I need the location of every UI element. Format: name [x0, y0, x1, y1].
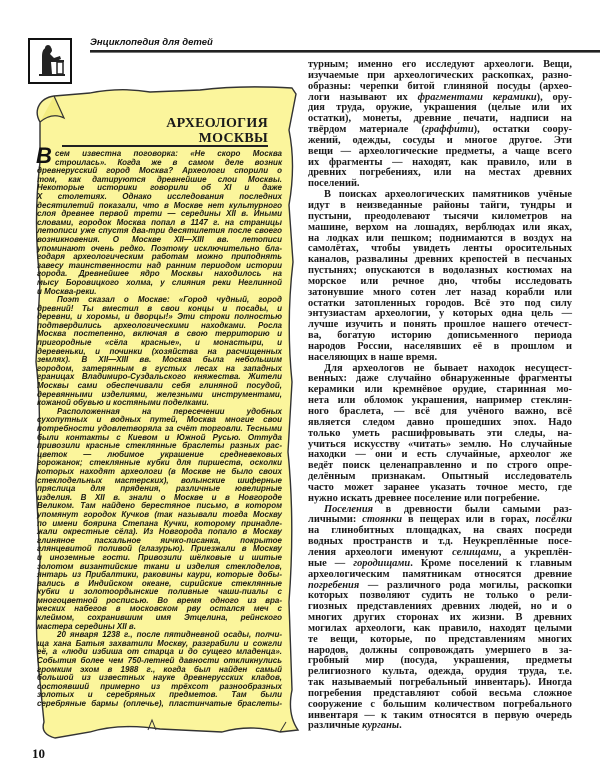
text-segment: пустыни, преодолевают тысячи километров на [308, 210, 572, 222]
text-segment: деревянными изделиями, железными инструментами, [37, 389, 282, 399]
text-segment: изделия. В XII в. знали о Москве и в Новгороде [37, 492, 282, 502]
text-segment: инвентаря — к таким относятся в первую очередь [308, 709, 572, 721]
italic-term: погребения [308, 579, 360, 591]
text-segment: турным; именно его исследуют археологи. Вещи, [308, 59, 572, 70]
italic-term: посёлки [535, 514, 572, 526]
text-segment: X столетиях. Однако исследования последних [37, 191, 282, 201]
text-segment: Для археологов не бывает находок несущест- [324, 362, 572, 374]
sidebar-text [37, 150, 282, 709]
text-segment: мастера середины XII в. [37, 621, 136, 631]
text-segment: образны: черепки битой глиняной посуды (архео- [308, 80, 572, 92]
text-segment: города. Древнейшее ядро Москвы находилось на [37, 269, 282, 279]
text-segment: лучше изучить и понять прошлое нашего отечест- [308, 319, 572, 331]
text-segment: является следом давно прошедших эпох. Надо [308, 416, 572, 428]
text-segment: населяющих в наше время. [308, 351, 438, 363]
text-segment: и иноземные гости. Привозили шёлковые и шитые [37, 552, 282, 562]
text-segment: на глинобитных площадках, на сваях посреди [308, 525, 572, 537]
text-segment: 20 января 1238 г., после пятидневной осады, полчи- [57, 630, 282, 640]
text-segment: деревни, и хоромы, и дворцы!» Эти строки полностью [37, 312, 282, 322]
text-segment: энтузиастам археологии, у которых одна цель — [308, 308, 572, 320]
text-segment: упоминают очень редко. Поэтому исключительно бла- [37, 243, 282, 253]
page-number: 10 [32, 746, 45, 761]
text-segment: народов, должны сопровождать умершего в за- [308, 644, 572, 656]
text-segment: на лодках или пешком; поднимаются в воздух на [308, 232, 572, 244]
text-segment: ления археологи именуют [308, 546, 453, 558]
text-segment: погребения представляют собой весьма сложное [308, 687, 572, 699]
text-segment: пригородные «сёла красные», и монастыри, и [37, 338, 282, 348]
text-segment: могилах археологи, как правило, находят целыми [308, 622, 572, 634]
text-segment: только уметь расшифровывать эти следы, на- [308, 427, 572, 439]
text-segment: мысу Боровицкого холма, у слияния реки Неглинной [37, 277, 282, 287]
text-segment: клеймом, сохранившим имя Этцелина, рейнского [37, 613, 282, 623]
text-segment: возникновения. О Москве XII—XIII вв. летописи [37, 234, 282, 244]
text-segment: нета или обломок украшения, например стеклян- [308, 395, 572, 407]
text-segment: летописи уже спустя два-три десятилетия после своего [37, 226, 282, 236]
text-segment: логи называют их [308, 91, 418, 103]
text-segment: находки — они и есть случайные, археолог же [308, 449, 572, 461]
text-segment: События более чем 750-летней давности откликнулись [37, 656, 282, 666]
text-segment: часто может заранее указать точное место, где [308, 481, 572, 493]
text-segment: жеских набегов в московском рву остался меч с [37, 604, 282, 614]
main-article-text [308, 60, 572, 732]
text-segment: которых позволяют судить не только о рели- [308, 590, 572, 602]
text-segment: водных пространств и т.д. Неукреплённые посе- [308, 536, 572, 548]
text-line [308, 721, 572, 732]
text-line [37, 700, 282, 709]
text-segment: различные [308, 720, 363, 732]
italic-term: селищами [452, 546, 499, 558]
text-segment: археологическим памятникам относятся древние [308, 568, 572, 580]
text-segment: жений, одежды, сосуды и многое другое. Эти [308, 134, 572, 146]
text-segment: которых находят археологи (в Москве не было своих [37, 466, 282, 476]
text-segment: ные — [308, 557, 354, 569]
text-segment: Великом. Там найдено берестяное письмо, в котором [37, 501, 282, 511]
text-segment: остатки), монеты, древние печати, надписи на [308, 113, 572, 125]
text-segment: Москва постепенно, включая в свою территорию и [37, 329, 282, 339]
text-segment: В поисках археологических памятников учёные [324, 189, 572, 201]
text-segment: годаря археологическим работам можно приподнять [37, 252, 282, 262]
italic-term: фрагментами керамики [417, 91, 537, 103]
text-segment: сооружение с большим количеством погребального [308, 698, 572, 710]
italic-term: граффи́ти [424, 124, 474, 136]
text-segment: народов России, населявших её в прошлом и [308, 340, 572, 352]
text-segment: упомянут городок Кучков (так называли тогда Москву [37, 509, 282, 519]
text-segment: керамики или кремнёвое орудие, старинная мо- [308, 384, 572, 396]
text-segment: в пещерах или в горах, [402, 514, 536, 526]
text-segment: Некоторые историки говорили об XI и даже [37, 183, 282, 193]
text-segment: большой из известных науке древнерусских кладов, [37, 673, 282, 683]
text-segment: древнерусский город Москва? Археологи спорили о [37, 166, 282, 176]
drop-cap: В [36, 143, 52, 168]
text-segment: ного браслета, — всё для учёного важно, всё [308, 406, 572, 417]
text-segment: жали окрестные сёла). Из Новгорода попало в Москву [37, 527, 282, 537]
text-segment: горожанок; стеклянные кубки для пиршеств, осколки [37, 458, 282, 468]
text-segment: — различного рода могилы, раскопки [359, 579, 572, 591]
text-segment: Расположенная на пересечении удобных [57, 406, 282, 416]
text-segment: учиться искусству «читать» землю. Но случайные [308, 438, 572, 450]
text-segment: и Москва-реки. [37, 286, 97, 296]
text-segment: религиозного культа, одежда, орудия труда, т.е. [308, 666, 572, 678]
text-segment: цветок — любимое украшение средневековых [37, 449, 282, 459]
text-segment: том, как датируются древнейшие слои Москвы. [37, 174, 282, 184]
text-segment: морское или речное дно, чтобы исследовать [308, 275, 572, 287]
text-segment: глиняное пасхальное яичко-писанка, покрытое [37, 535, 282, 545]
text-segment: Москвы сами обеспечивали себя глиняной посудой, [37, 381, 282, 391]
text-segment: ), ору- [536, 91, 572, 103]
text-segment: изучаемые при археологических раскопках, разно- [308, 69, 572, 81]
text-segment: личными: [308, 514, 363, 526]
text-segment: поселений. [308, 178, 360, 190]
text-segment: глянцевитой поливой (глазурью). Приезжали в Москву [37, 544, 282, 554]
text-segment: гиозных представлениях древних людей, но и о [308, 601, 572, 613]
text-segment: делённым признакам. Опытный исследователь [308, 471, 572, 483]
text-segment: деревеньки, и починки (хозяйства на расчищенных [37, 346, 282, 356]
text-segment: остатки затопленных городов. Всё это под силу [308, 297, 572, 309]
text-segment: привозили красные стеклянные браслеты разных рас- [37, 441, 282, 451]
text-segment: строилась». Когда же в самом деле возник [55, 157, 282, 167]
text-segment: многих других сторонах их жизни. В древних [308, 612, 572, 624]
text-segment: вались в Индийском океане, сирийские стеклянные [37, 578, 282, 588]
text-segment: землях). В XII—XIII вв. Москва была небольшим [37, 355, 282, 365]
text-segment: машине, верхом на лошадях, верблюдах или яках, [308, 221, 572, 233]
text-segment: кубки и золотоордынские поливные чаши-пиалы с [37, 587, 282, 597]
text-segment: потребности удовлетворяла за счёт торговли. Тесными [37, 424, 282, 433]
text-segment: городом, затерянным в густых лесах на западных [37, 363, 282, 373]
text-segment: так называемый погребальный инвентарь). Иногда [308, 677, 572, 689]
series-title: Энциклопедия для детей [90, 37, 213, 48]
text-segment: дия труда, оружие, украшения (целые или их [308, 102, 572, 114]
text-segment: её, а «люди избиша от старца и до сущего младенца». [37, 647, 282, 657]
text-segment: громким эхом в 1988 г., когда был найден самый [37, 664, 282, 674]
sidebar-title-line1: АРХЕОЛОГИЯ [166, 116, 268, 131]
italic-term: городищами [353, 557, 411, 569]
text-segment: завесу таинственности над ранним периодом истории [37, 260, 282, 270]
text-segment: сухопутных и водных путей, Москва многие свои [37, 415, 282, 425]
text-segment: ведёт поиск целенаправленно и по строго опре- [308, 460, 572, 472]
text-segment: ща хана Батыя захватили Москву, разграбили и сожгли [37, 638, 282, 648]
text-segment: затонувшие много сотен лет назад корабли или [308, 286, 572, 298]
text-segment: древних погребениях, или на местах древних [308, 167, 572, 179]
text-segment: подтвердились археологическими находками. Росла [37, 320, 282, 330]
text-segment: словами, городок Москва попал в 1147 г. на страницы [37, 217, 282, 227]
text-segment: по имени боярина Степана Кучки, которому принадле- [37, 518, 282, 528]
text-segment: ), остатки соору- [473, 124, 572, 136]
text-segment: их фрагменты — находят, как правило, или в [308, 156, 572, 168]
sidebar-title [60, 116, 268, 146]
text-segment: , а укреплён- [498, 546, 573, 558]
text-segment: древний! Ты вместил в свои концы и посады, и [37, 303, 282, 313]
text-segment: самолётах, чтобы увидеть ленты оросительных [308, 243, 572, 255]
text-segment: нужно искать древнее поселение или погребение. [308, 492, 540, 504]
italic-term: курганы [362, 720, 400, 732]
text-segment: вещи — археологические предметы, а чаще всего [308, 145, 572, 157]
text-segment: были контакты с Киевом и Южной Русью. Оттуда [37, 432, 282, 442]
text-segment: твёрдом материале ( [308, 124, 425, 136]
italic-term: Поселения [324, 503, 373, 515]
text-segment: стеклодельных мастерских), волынские шиферные [37, 475, 282, 485]
text-segment: десятилетий показали, что в Москве нет культурного [37, 200, 282, 210]
text-segment: венных: даже случайно обнаруженные фрагменты [308, 373, 572, 385]
text-segment: янтарь из Прибалтики, раковины каури, которые добы- [37, 570, 282, 580]
text-segment: гробный мир (посуда, украшения, предметы [308, 655, 572, 667]
text-segment: серебряные бармы (оплечье), пластинчатые браслеты- [37, 699, 282, 708]
text-segment: сем известна поговорка: «Не скоро Москва [55, 149, 282, 158]
text-segment: идут в неизведанные районы тайги, тундры и [308, 199, 572, 211]
text-segment: . Кроме поселений к главным [410, 557, 572, 569]
text-segment: ва, богатую историю дописьменного периода [308, 330, 572, 342]
text-segment: многоцветной росписью. Во время одного из вра- [37, 595, 282, 605]
text-segment: каналов, развалины древних крепостей в песчаных [308, 254, 572, 266]
text-segment: Поэт сказал о Москве: «Город чудный, город [57, 295, 282, 305]
text-segment: слоя древнее первой трети — середины XII в. Иными [37, 209, 282, 219]
text-segment: . [399, 720, 402, 732]
italic-term: стоянки [362, 514, 403, 526]
title-rule [62, 145, 268, 147]
text-segment: в древности были самыми раз- [372, 503, 572, 515]
text-segment: пустынях; опускаются в водолазных костюмах на [308, 265, 572, 277]
text-segment: границах Владимиро-Суздальского княжества. Жители [37, 372, 282, 382]
text-segment: пряслица для прядения, различные ювелирные [37, 484, 282, 494]
text-segment: золотом византийские ткани и изделия стеклоделов, [37, 561, 282, 571]
text-segment: состоявший примерно из трёхсот разнообразных [37, 681, 282, 691]
sidebar-title-line2: МОСКВЫ [198, 131, 268, 146]
text-segment: кожаной обувью и костяными поделками. [37, 398, 209, 408]
text-segment: золотых и серебряных предметов. Там были [37, 690, 282, 700]
text-segment: те вещи, которые, по представлениям многих [308, 633, 572, 645]
